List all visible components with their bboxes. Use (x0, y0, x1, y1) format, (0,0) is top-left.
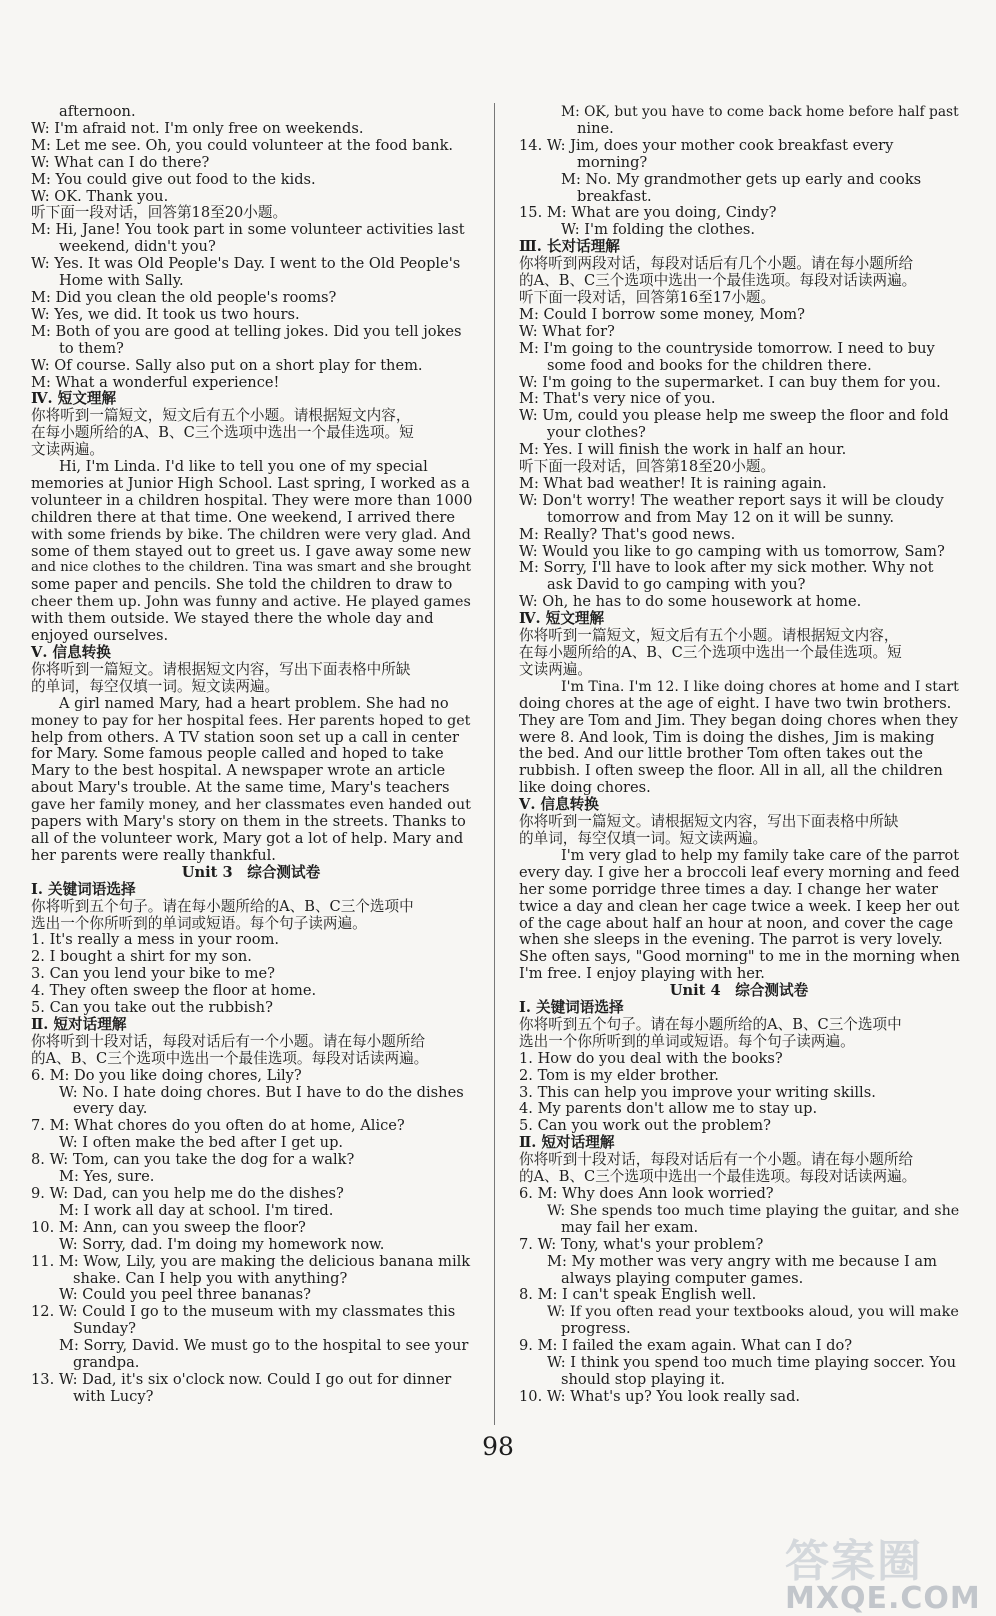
text-line: every day. I give her a broccoli leaf every morning and feed (519, 863, 960, 881)
text-line: M: No. My grandmother gets up early and cooks (561, 170, 922, 188)
text-line: 7. M: What chores do you often do at home, Alice? (31, 1117, 405, 1135)
text-line: 9. M: I failed the exam again. What can I do? (519, 1337, 853, 1355)
text-line: should stop playing it. (561, 1370, 726, 1388)
text-line: breakfast. (577, 187, 652, 205)
page-number: 98 (482, 1432, 514, 1461)
text-line: for Mary. Some famous people called and hoped to take (31, 745, 444, 763)
text-line: grandpa. (73, 1354, 140, 1372)
text-line: ask David to go camping with you? (547, 576, 806, 594)
watermark-bottom: MXQE.COM (785, 1581, 981, 1616)
text-line: the bed. And our little brother Tom often takes out the (519, 745, 923, 763)
text-line: and nice clothes to the children. Tina was smart and she brought (31, 560, 472, 576)
section-heading: Ⅲ. 长对话理解 (519, 238, 620, 256)
text-line: 1. It's really a mess in your room. (31, 931, 280, 949)
text-line: W: I often make the bed after I get up. (59, 1134, 344, 1152)
text-line: M: Both of you are good at telling jokes. Did you tell jokes (31, 322, 462, 340)
text-line: W: Could you peel three bananas? (59, 1286, 311, 1304)
text-line: morning? (577, 153, 648, 171)
text-line: W: Yes, we did. It took us two hours. (31, 305, 300, 323)
text-line: rubbish. I often sweep the floor. All in all, all the children (519, 762, 943, 780)
text-line: 听下面一段对话，回答第18至20小题。 (31, 204, 288, 222)
text-line: M: What a wonderful experience! (31, 373, 280, 391)
text-line: M: Could I borrow some money, Mom? (519, 305, 805, 323)
text-line: 5. Can you take out the rubbish? (31, 999, 273, 1017)
text-line: some paper and pencils. She told the children to draw to (31, 576, 453, 594)
text-line: 听下面一段对话，回答第18至20小题。 (519, 458, 776, 476)
text-line: 10. W: What's up? You look really sad. (519, 1387, 801, 1405)
text-line: M: You could give out food to the kids. (31, 170, 316, 188)
text-line: 在每小题所给的A、B、C三个选项中选出一个最佳选项。短 (519, 644, 902, 661)
text-line: with them outside. We stayed there the whole day and (31, 610, 434, 628)
text-line: 文读两遍。 (31, 441, 104, 459)
text-line: about Mary's trouble. At the same time, Mary's teachers (31, 779, 450, 797)
text-line: 6. M: Do you like doing chores, Lily? (31, 1066, 302, 1084)
text-line: W: I think you spend too much time playing soccer. You (547, 1354, 957, 1372)
text-line: They are Tom and Jim. They began doing chores when they (519, 711, 958, 729)
text-line: 选出一个你所听到的单词或短语。每个句子读两遍。 (31, 914, 367, 932)
text-line: She often says, "Good morning" to me in the morning when (519, 948, 960, 966)
unit-title: Unit 3 综合测试卷 (181, 863, 321, 881)
text-line: gave her family money, and her classmates even handed out (31, 797, 471, 814)
text-line: W: If you often read your textbooks aloud, you will make (547, 1304, 959, 1321)
section-heading: Ⅱ. 短对话理解 (31, 1015, 127, 1033)
text-line: M: I'm going to the countryside tomorrow. I need to buy (519, 339, 935, 357)
text-line: 你将听到一篇短文，短文后有五个小题。请根据短文内容， (519, 627, 899, 645)
text-line: M: I work all day at school. I'm tired. (59, 1201, 334, 1219)
right-column (519, 104, 959, 1406)
text-line: 的A、B、C三个选项中选出一个最佳选项。每段对话读两遍。 (31, 1049, 429, 1067)
text-line: W: Of course. Sally also put on a short play for them. (31, 356, 423, 374)
section-heading: Ⅰ. 关键词语选择 (31, 880, 136, 898)
text-line: 8. M: I can't speak English well. (519, 1286, 757, 1304)
text-line: I'm Tina. I'm 12. I like doing chores at home and I start (561, 678, 959, 695)
text-line: M: That's very nice of you. (519, 390, 716, 408)
text-line: help from others. A TV station soon set up a call in center (31, 728, 459, 746)
text-line: M: Really? That's good news. (519, 525, 736, 543)
text-line: 的单词，每空仅填一词。短文读两遍。 (31, 677, 280, 695)
text-line: W: Um, could you please help me sweep the floor and fold (519, 407, 949, 425)
text-line: 5. Can you work out the problem? (519, 1117, 771, 1135)
text-line: W: What for? (519, 322, 615, 340)
section-heading: Ⅳ. 短文理解 (519, 610, 605, 628)
text-line: W: I'm going to the supermarket. I can buy them for you. (519, 373, 941, 391)
text-line: 的A、B、C三个选项中选出一个最佳选项。每段对话读两遍。 (519, 1168, 917, 1186)
text-line: M: Hi, Jane! You took part in some volunteer activities last (31, 221, 465, 239)
text-line: 你将听到十段对话，每段对话后有一个小题。请在每小题所给 (519, 1151, 914, 1169)
text-line: to them? (59, 339, 124, 357)
text-line: 3. Can you lend your bike to me? (31, 965, 275, 983)
text-line: W: I'm afraid not. I'm only free on weekends. (31, 119, 364, 137)
text-line: 的单词，每空仅填一词。短文读两遍。 (519, 829, 768, 847)
text-line: progress. (561, 1320, 631, 1338)
text-line: W: Don't worry! The weather report says it will be cloudy (519, 491, 944, 509)
section-heading: Ⅱ. 短对话理解 (519, 1134, 615, 1152)
text-line: tomorrow and from May 12 on it will be sunny. (547, 508, 894, 526)
text-line: with Lucy? (73, 1387, 154, 1405)
text-line: 你将听到两段对话，每段对话后有几个小题。请在每小题所给 (519, 255, 914, 273)
text-line: 的A、B、C三个选项中选出一个最佳选项。每段对话读两遍。 (519, 272, 917, 290)
text-line: 听下面一段对话，回答第16至17小题。 (519, 288, 776, 306)
unit-title: Unit 4 综合测试卷 (669, 982, 809, 1000)
text-line: I'm very glad to help my family take care of the parrot (561, 847, 960, 864)
text-line: M: My mother was very angry with me because I am (547, 1252, 937, 1270)
text-line: A girl named Mary, had a heart problem. She had no (59, 694, 449, 712)
text-line: 9. W: Dad, can you help me do the dishes? (31, 1185, 344, 1202)
text-line: 文读两遍。 (519, 660, 592, 678)
left-column (31, 104, 471, 1406)
text-line: shake. Can I help you with anything? (73, 1269, 348, 1287)
text-line: 3. This can help you improve your writing skills. (519, 1083, 876, 1101)
section-heading: Ⅰ. 关键词语选择 (519, 999, 624, 1017)
text-line: when she sleeps in the evening. The parrot is very lovely. (519, 931, 943, 949)
section-heading: Ⅴ. 信息转换 (31, 644, 111, 661)
text-line: her parents were really thankful. (31, 846, 276, 864)
text-line: every day. (73, 1100, 148, 1118)
text-line: memories at Junior High School. Last spring, I worked as a (31, 474, 470, 492)
text-line: 你将听到一篇短文。请根据短文内容，写出下面表格中所缺 (31, 660, 411, 678)
text-line: were 8. And look, Tim is doing the dishes, Jim is making (519, 728, 935, 746)
text-line: cheer them up. John was funny and active. He played games (31, 594, 471, 611)
text-line: 在每小题所给的A、B、C三个选项中选出一个最佳选项。短 (31, 424, 414, 442)
text-line: W: Would you like to go camping with us tomorrow, Sam? (519, 542, 945, 560)
text-line: all of the volunteer work, Mary got a lot of help. Mary and (31, 829, 464, 847)
text-line: M: Yes, sure. (59, 1168, 155, 1186)
text-line: 13. W: Dad, it's six o'clock now. Could I go out for dinner (31, 1370, 452, 1388)
text-line: W: Oh, he has to do some housework at home. (519, 593, 862, 611)
text-line: M: Let me see. Oh, you could volunteer at the food bank. (31, 136, 454, 154)
text-line: 你将听到十段对话，每段对话后有一个小题。请在每小题所给 (31, 1032, 426, 1050)
text-line: papers with Mary's story on them in the streets. Thanks to (31, 813, 466, 831)
text-line: 15. M: What are you doing, Cindy? (519, 204, 777, 222)
text-line: M: Yes. I will finish the work in half an hour. (519, 441, 847, 459)
text-line: M: What bad weather! It is raining again. (519, 474, 827, 492)
text-line: doing chores at the age of eight. I have two twin brothers. (519, 694, 952, 712)
text-line: 你将听到一篇短文，短文后有五个小题。请根据短文内容， (31, 407, 411, 425)
text-line: of the cage about half an hour at noon, and cover the cage (519, 914, 954, 932)
text-line: M: Sorry, David. We must go to the hospital to see your (59, 1337, 469, 1355)
text-line: M: Sorry, I'll have to look after my sick mother. Why not (519, 559, 934, 577)
text-line: 4. They often sweep the floor at home. (31, 982, 317, 1000)
text-line: with some friends by bike. The children were very glad. And (31, 526, 471, 543)
text-line: M: Did you clean the old people's rooms? (31, 288, 337, 306)
column-divider (494, 103, 495, 1425)
text-line: 1. How do you deal with the books? (519, 1049, 783, 1067)
text-line: 你将听到五个句子。请在每小题所给的A、B、C三个选项中 (519, 1015, 902, 1033)
text-line: some food and books for the children there. (547, 356, 872, 374)
text-line: like doing chores. (519, 779, 651, 797)
text-line: 4. My parents don't allow me to stay up. (519, 1100, 818, 1118)
text-line: always playing computer games. (561, 1269, 804, 1287)
section-heading: Ⅳ. 短文理解 (31, 390, 117, 408)
text-line: 14. W: Jim, does your mother cook breakfast every (519, 136, 894, 154)
text-line: Mary to the best hospital. A newspaper wrote an article (31, 762, 446, 780)
text-line: W: Sorry, dad. I'm doing my homework now. (59, 1235, 385, 1253)
text-line: I'm free. I enjoy playing with her. (519, 965, 765, 983)
text-line: 你将听到五个句子。请在每小题所给的A、B、C三个选项中 (31, 897, 414, 915)
text-line: W: OK. Thank you. (31, 187, 169, 205)
text-line: twice a day and clean her cage twice a week. I keep her out (519, 898, 960, 915)
text-line: volunteer in a children hospital. They were more than 1000 (31, 491, 473, 509)
text-line: weekend, didn't you? (59, 238, 216, 256)
text-line: her some porridge three times a day. I change her water (519, 880, 939, 898)
text-line: Hi, I'm Linda. I'd like to tell you one of my special (59, 458, 428, 476)
text-line: money to pay for her hospital fees. Her parents hoped to get (31, 712, 471, 729)
text-line: some of them stayed out to greet us. I gave away some new (31, 543, 472, 560)
text-line: 12. W: Could I go to the museum with my classmates this (31, 1303, 456, 1321)
text-line: nine. (577, 119, 614, 137)
text-line: W: No. I hate doing chores. But I have to do the dishes (59, 1083, 464, 1101)
text-line: afternoon. (59, 103, 136, 120)
section-heading: Ⅴ. 信息转换 (519, 796, 599, 814)
text-line: Home with Sally. (59, 272, 184, 290)
text-line: 2. I bought a shirt for my son. (31, 948, 252, 966)
text-line: 你将听到一篇短文。请根据短文内容，写出下面表格中所缺 (519, 813, 899, 831)
text-line: your clothes? (547, 424, 646, 442)
watermark-top: 答案圈 (785, 1536, 923, 1587)
text-line: 11. M: Wow, Lily, you are making the delicious banana milk (31, 1252, 471, 1270)
text-line: 10. M: Ann, can you sweep the floor? (31, 1218, 306, 1236)
text-line: M: OK, but you have to come back home before half past (561, 104, 959, 120)
text-line: children there at that time. One weekend, I arrived there (31, 508, 456, 526)
text-line: enjoyed ourselves. (31, 627, 169, 645)
text-line: W: She spends too much time playing the guitar, and she (547, 1202, 960, 1219)
text-line: Sunday? (73, 1320, 136, 1338)
text-line: 7. W: Tony, what's your problem? (519, 1235, 764, 1253)
text-line: 6. M: Why does Ann look worried? (519, 1185, 774, 1202)
text-line: W: Yes. It was Old People's Day. I went to the Old People's (31, 255, 461, 273)
watermark-logo (785, 1525, 985, 1616)
text-line: 8. W: Tom, can you take the dog for a walk? (31, 1151, 355, 1169)
text-line: 选出一个你所听到的单词或短语。每个句子读两遍。 (519, 1032, 855, 1050)
text-line: W: What can I do there? (31, 153, 210, 171)
text-line: may fail her exam. (561, 1218, 699, 1236)
text-line: W: I'm folding the clothes. (561, 221, 755, 239)
text-line: 2. Tom is my elder brother. (519, 1066, 719, 1084)
